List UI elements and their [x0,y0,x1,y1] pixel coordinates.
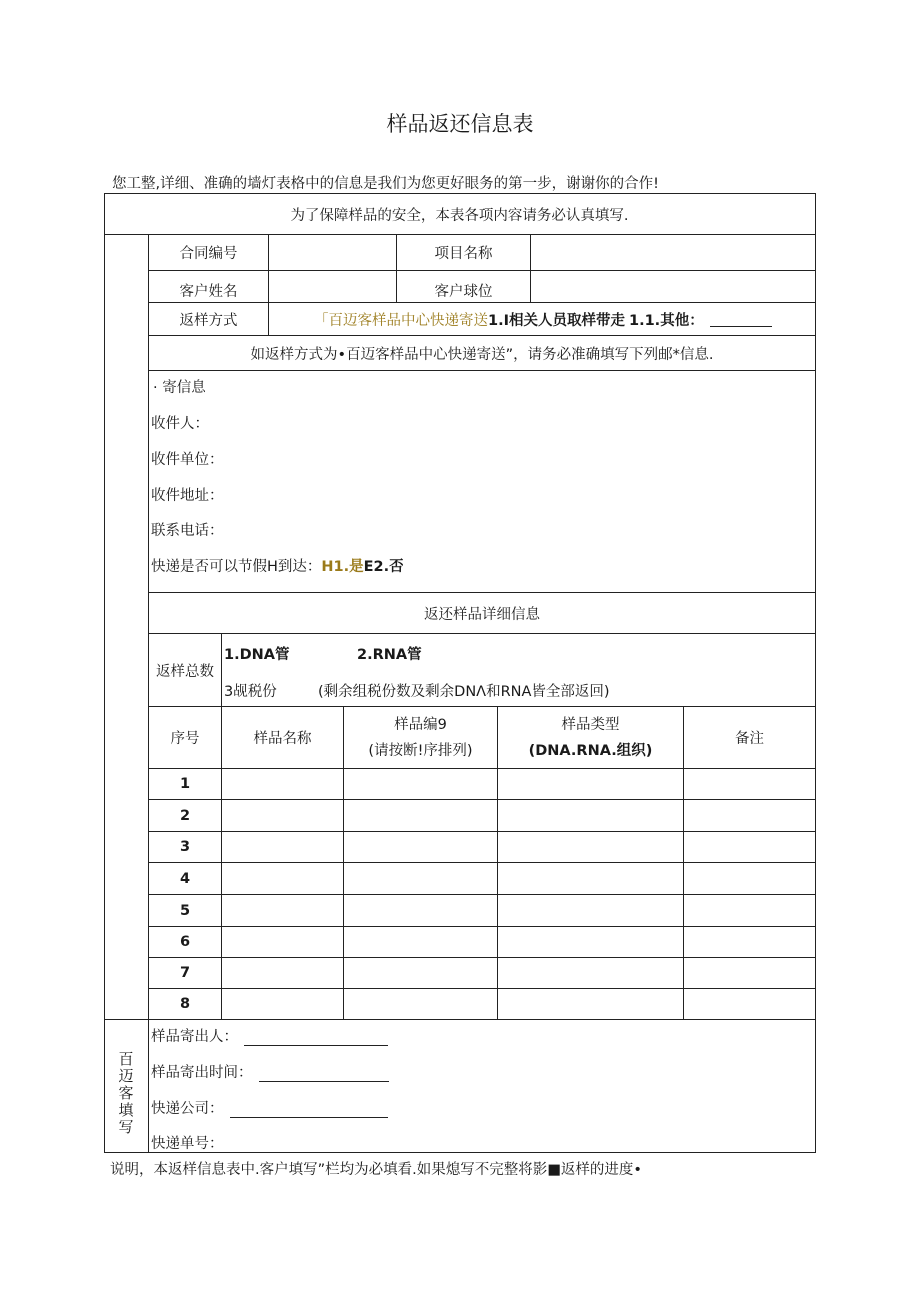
total-tissue-note: (剩余组税份数及剩余DNΛ和RNA皆全部返回) [318,684,610,700]
option-pickup[interactable]: 1.I相关人员取样带走 [488,312,625,329]
row-seq-1: 1 [179,776,191,792]
option-other[interactable]: 1.1.其他： [629,312,704,329]
receiver-address-label: 收件地址： [151,488,224,504]
page-title: 样品返还信息表 [386,112,534,136]
total-rna-option[interactable]: 2.RNA管 [357,647,422,663]
header-sample-code-line2: (请按断!序排列) [368,742,473,759]
row-seq-8: 8 [179,996,191,1012]
project-name-label: 项目名称 [434,246,493,262]
header-sample-code-line1: 样品编9 [394,716,447,733]
option-other-blank[interactable] [710,312,772,327]
sender-field [151,1025,388,1046]
header-sample-type-line1: 样品类型 [561,716,620,733]
contract-no-input[interactable] [269,235,396,270]
receiver-unit-label: 收件单位： [151,452,224,468]
mail-heading: · 寄信息 [153,380,206,396]
row-seq-7: 7 [179,965,191,981]
row-seq-6: 6 [179,934,191,950]
row-seq-4: 4 [179,870,191,887]
company-side-label [104,1028,148,1158]
tracking-blank[interactable] [230,1138,396,1153]
holiday-question: 快递是否可以节假H到达： [151,559,322,575]
send-time-blank[interactable] [259,1067,389,1082]
courier-label: 快递公司： [151,1101,224,1117]
send-time-field [151,1061,389,1082]
side-char: 客 [118,1083,134,1102]
project-name-input[interactable] [531,235,815,270]
header-sample-type [498,707,683,768]
holiday-yes-option[interactable]: H1.是 [321,559,364,575]
safety-notice: 为了保障样品的安全，本表各项内容请务必认真填写. [290,207,629,224]
option-express[interactable]: 「百迈客样品中心快递寄送 [314,312,488,329]
tracking-label: 快递单号： [151,1136,224,1152]
send-time-label: 样品寄出时间： [151,1065,253,1081]
receiver-phone-label: 联系电话： [151,523,224,539]
contract-no-label: 合同编号 [179,246,238,262]
customer-name-input[interactable] [269,271,396,302]
total-dna-option[interactable]: 1.DNA管 [224,647,290,663]
side-char: 百 [118,1049,134,1068]
customer-region-input[interactable] [531,271,815,302]
intro-text: 您工整,详细、准确的墙灯表格中的信息是我们为您更好眼务的第一步，谢谢你的合作! [112,176,659,192]
side-char: 写 [118,1117,134,1136]
footer-note: 说明，本返样信息表中.客户填写”栏均为必填看.如果熄写不完整将影■返样的进度• [110,1162,642,1178]
side-char: 填 [118,1100,134,1119]
return-method-label: 返样方式 [179,312,238,329]
header-sample-code [344,707,497,768]
courier-field [151,1097,388,1118]
tracking-field [151,1132,396,1153]
customer-name-label: 客户姓名 [179,283,238,300]
detail-title: 返还样品详细信息 [424,606,540,623]
total-label: 返样总数 [156,663,214,680]
total-tissue-option[interactable]: 3觇税份 [224,684,277,700]
side-char: 迈 [118,1066,134,1085]
row-seq-3: 3 [179,839,191,855]
header-remark: 备注 [735,731,764,747]
holiday-delivery [151,555,404,576]
receiver-label: 收件人： [151,416,209,432]
return-method-options [314,303,814,335]
sender-label: 样品寄出人： [151,1029,238,1045]
header-seq: 序号 [170,731,200,747]
header-sample-type-line2: (DNA.RNA.组织) [528,742,653,759]
row-seq-5: 5 [179,902,191,919]
courier-blank[interactable] [230,1103,388,1118]
holiday-no-option[interactable]: E2.否 [363,559,404,575]
header-sample-name: 样品名称 [253,731,312,747]
row-seq-2: 2 [179,807,191,824]
customer-region-label: 客户球位 [434,283,493,300]
express-notice: 如返样方式为•百迈客样品中心快递寄送”，请务必准确填写下列邮*信息. [250,346,714,363]
sender-blank[interactable] [244,1031,388,1046]
